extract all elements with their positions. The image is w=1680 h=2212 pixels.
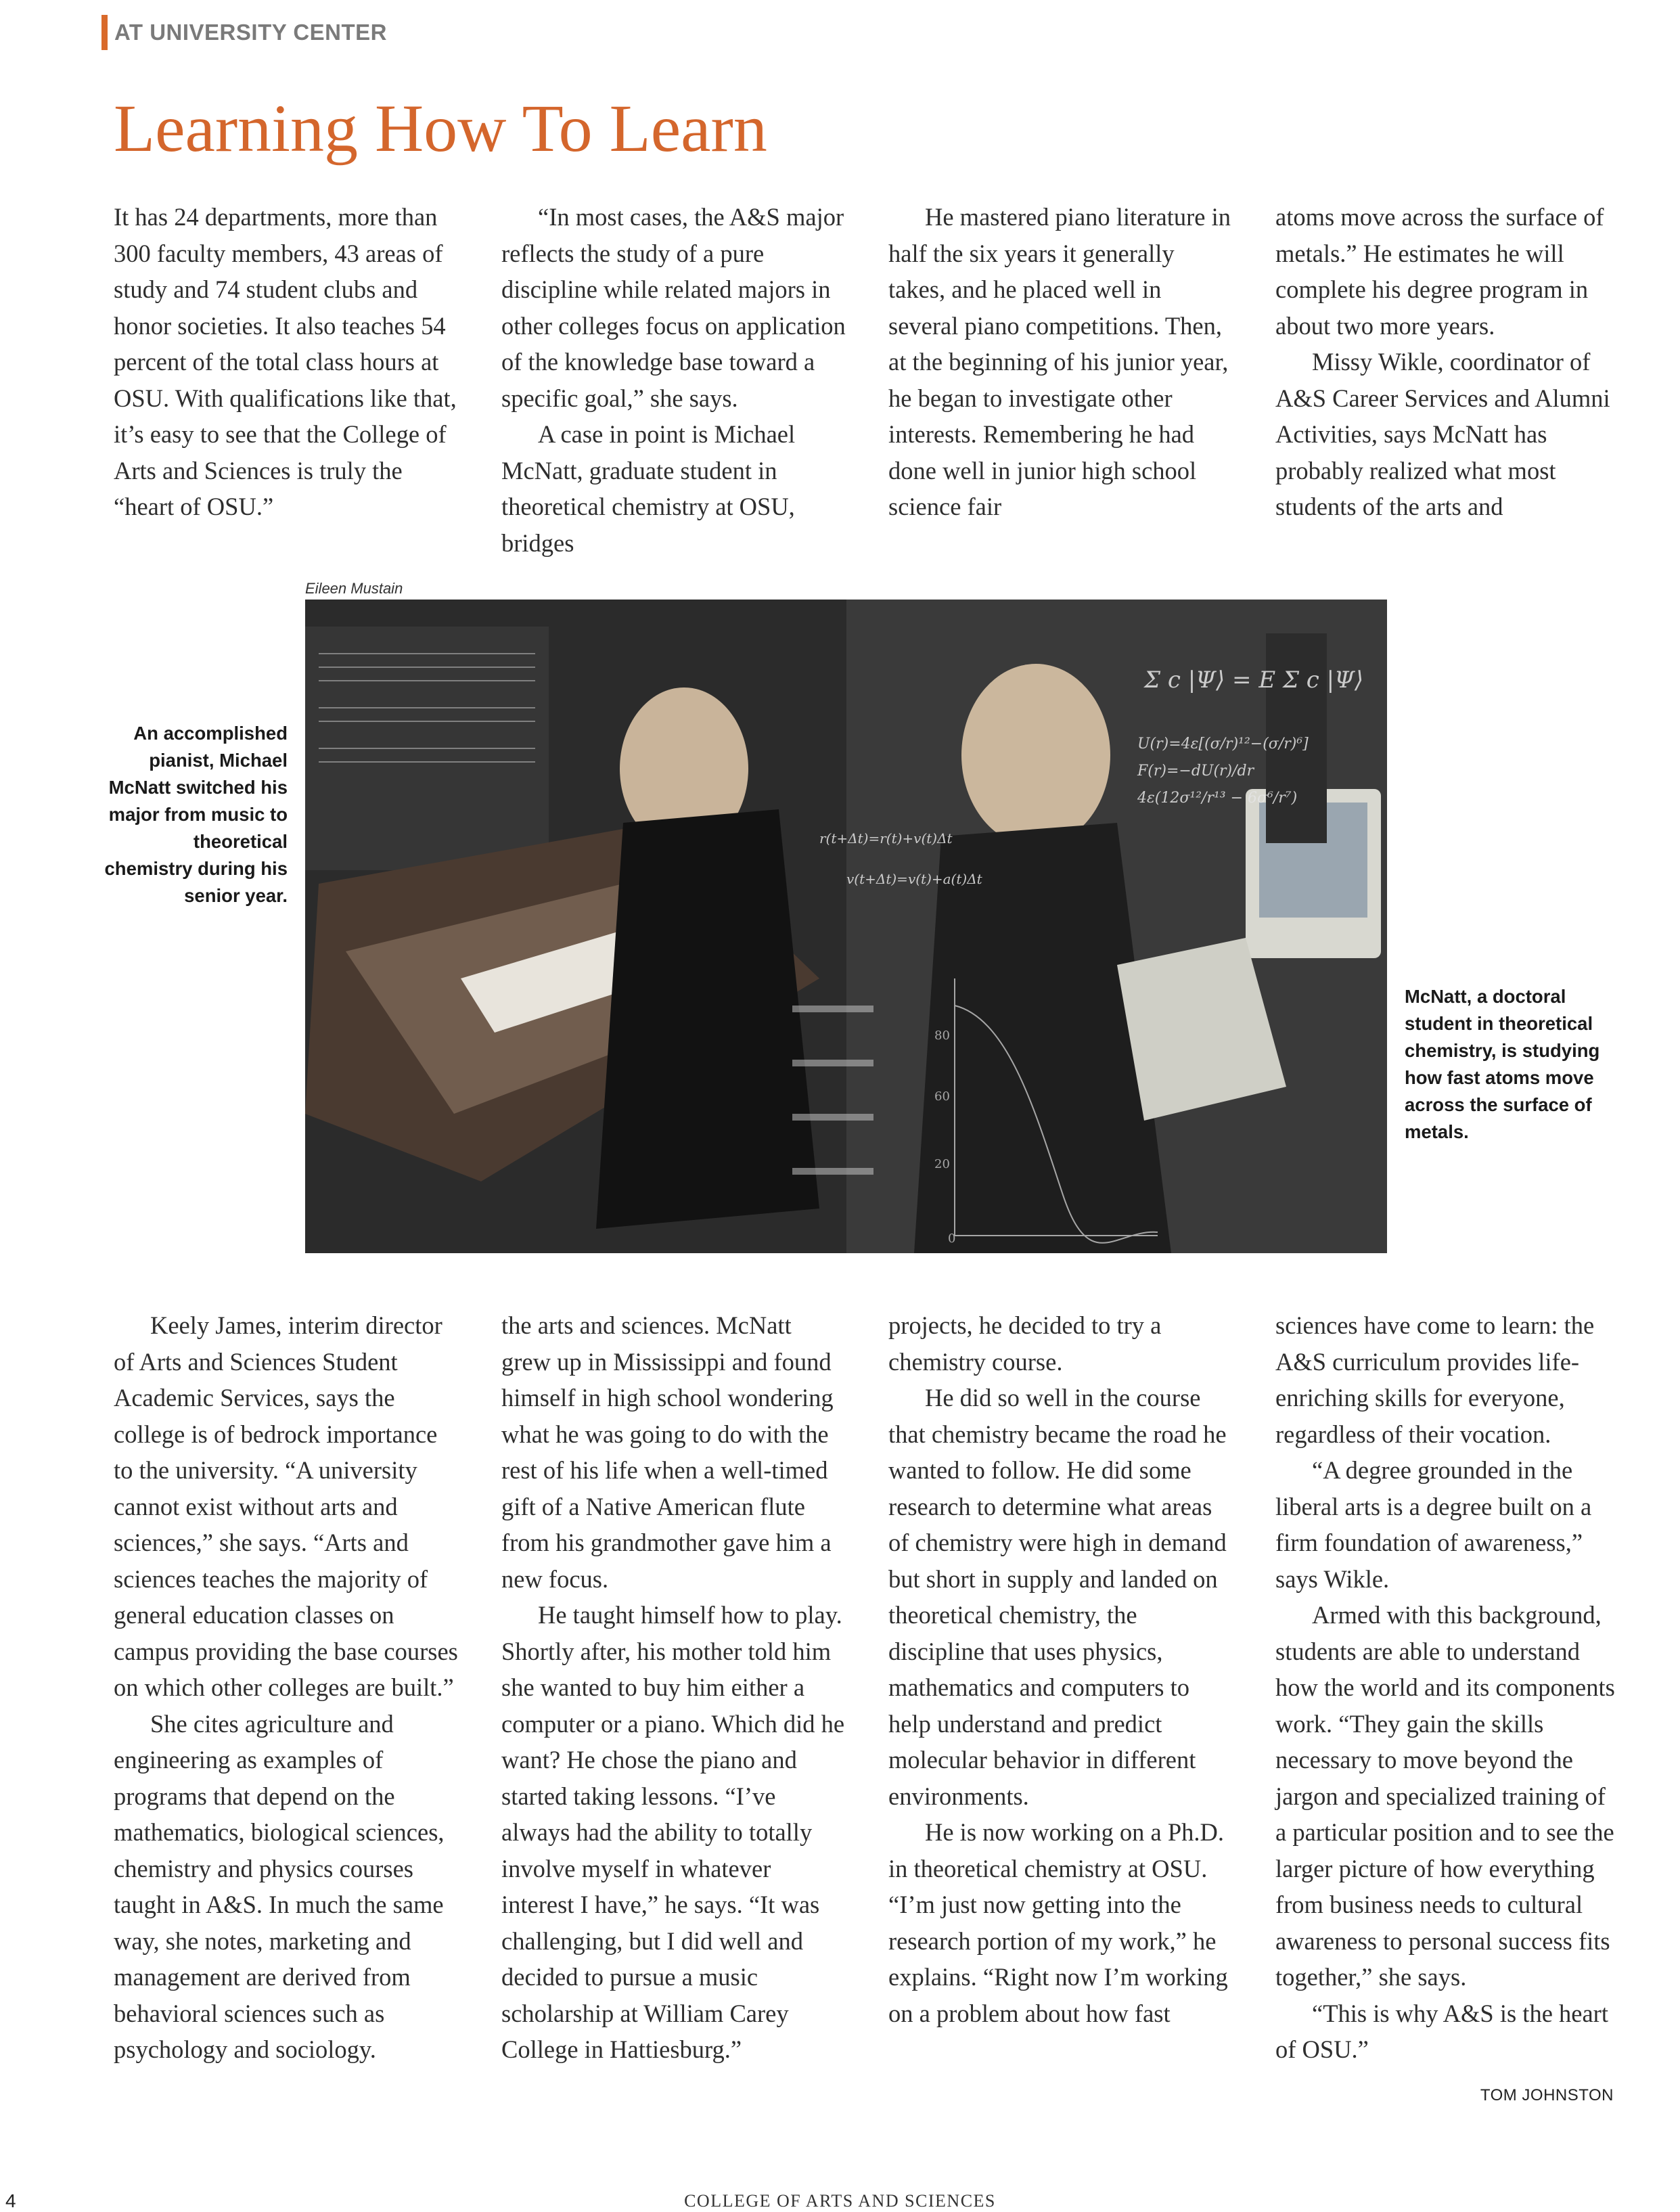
section-tag <box>101 14 387 51</box>
article-paragraph: Missy Wikle, coordinator of A&S Career Services and Alumni Activities, says McNatt has probably realized what most students of the arts and <box>1275 348 1610 520</box>
article-paragraph: He taught himself how to play. Shortly after, his mother told him she wanted to buy him either a computer or a piano. Which did he want? He chose the piano and started taking lessons. “I’ve always had the ability to totally involve myself in whatever interest I have,” he says. “It was challenging, but I did well and decided to pursue a music scholarship at William Carey College in Hattiesburg.” <box>501 1601 845 2063</box>
article-paragraph: atoms move across the surface of metals.” He estimates he will complete his degree program in about two more years. <box>1275 203 1604 340</box>
svg-text:F(r)=−dU(r)/dr: F(r)=−dU(r)/dr <box>1137 763 1254 780</box>
photo-illustration <box>305 600 1387 1253</box>
text-column <box>114 1307 459 2065</box>
text-column <box>501 1307 846 2065</box>
svg-text:60: 60 <box>934 1089 950 1104</box>
page-number: 4 <box>5 2190 16 2211</box>
photo-caption-left: An accomplished pianist, Michael McNatt switched his major from music to theoretical chemistry during his senior year. <box>104 723 288 906</box>
article-paragraph: A case in point is Michael McNatt, graduate student in theoretical chemistry at OSU, bridges <box>501 420 796 557</box>
article-paragraph: He mastered piano literature in half the six years it generally takes, and he placed well in several piano competitions. Then, at the beginning of his junior year, he began to investigate other interests. Remembering he had done well in junior high school science fair <box>888 203 1231 520</box>
article-paragraph: Armed with this background, students are able to understand how the world and its components work. “They gain the skills necessary to move beyond the jargon and specialized training of a particular position and to see the larger picture of how everything from business needs to cultural awareness to personal success fits together,” she says. <box>1275 1601 1615 1991</box>
article-paragraph: She cites agriculture and engineering as examples of programs that depend on the mathematics, biological sciences, chemistry and physics courses taught in A&S. In much the same way, she notes, marketing and management are derived from behavioral sciences such as psychology and sociology. <box>114 1709 445 2063</box>
svg-text:v(t+Δt)=v(t)+a(t)Δt: v(t+Δt)=v(t)+a(t)Δt <box>846 871 982 887</box>
svg-text:Σ c |Ψ⟩ = E Σ c |Ψ⟩: Σ c |Ψ⟩ = E Σ c |Ψ⟩ <box>1144 667 1364 694</box>
svg-text:80: 80 <box>934 1029 950 1043</box>
text-column <box>888 1307 1233 2065</box>
photo-credit: Eileen Mustain <box>305 580 403 597</box>
text-column <box>1275 199 1620 524</box>
section-accent-bar <box>101 15 108 50</box>
svg-text:4ε(12σ¹²/r¹³ − 6σ⁶/r⁷): 4ε(12σ¹²/r¹³ − 6σ⁶/r⁷) <box>1137 790 1298 807</box>
svg-text:20: 20 <box>934 1157 950 1171</box>
text-column <box>888 199 1233 524</box>
article-paragraph: He is now working on a Ph.D. in theoretical chemistry at OSU. “I’m just now getting into the research portion of my work,” he explains. “Right now I’m working on a problem about how fast <box>888 1818 1228 2027</box>
text-column <box>1275 1307 1620 2065</box>
svg-text:0: 0 <box>948 1232 956 1246</box>
article-paragraph: projects, he decided to try a chemistry course. <box>888 1311 1162 1376</box>
svg-text:r(t+Δt)=r(t)+v(t)Δt: r(t+Δt)=r(t)+v(t)Δt <box>819 830 953 847</box>
text-column <box>114 199 459 524</box>
section-label: AT UNIVERSITY CENTER <box>114 20 387 45</box>
svg-text:U(r)=4ε[(σ/r)¹²−(σ/r)⁶]: U(r)=4ε[(σ/r)¹²−(σ/r)⁶] <box>1137 736 1309 752</box>
article-paragraph: the arts and sciences. McNatt grew up in Mississippi and found himself in high school wondering what he was going to do with the rest of his life when a well-timed gift of a Native American flute from his grandmother gave him a new focus. <box>501 1311 834 1593</box>
text-column <box>501 199 846 557</box>
article-paragraph: “This is why A&S is the heart of OSU.” <box>1275 1999 1608 2063</box>
article-paragraph: It has 24 departments, more than 300 faculty members, 43 areas of study and 74 student clubs and honor societies. It also teaches 54 percent of the total class hours at OSU. With qualifications like that, it’s easy to see that the College of Arts and Sciences is truly the “heart of OSU.” <box>114 203 457 520</box>
publication-footer: COLLEGE OF ARTS AND SCIENCES <box>684 2191 996 2211</box>
article-photo <box>305 600 1387 1253</box>
author-byline: TOM JOHNSTON <box>1480 2086 1614 2104</box>
article-paragraph: sciences have come to learn: the A&S curriculum provides life-enriching skills for everyone, regardless of their vocation. <box>1275 1311 1595 1448</box>
article-headline: Learning How To Learn <box>114 91 767 166</box>
article-paragraph: “A degree grounded in the liberal arts is a degree built on a firm foundation of awareness,” says Wikle. <box>1275 1456 1592 1593</box>
article-paragraph: He did so well in the course that chemistry became the road he wanted to follow. He did some research to determine what areas of chemistry were high in demand but short in supply and landed on theoretical chemistry, the discipline that uses physics, mathematics and computers to help understand and predict molecular behavior in different environments. <box>888 1384 1227 1810</box>
photo-caption-right: McNatt, a doctoral student in theoretical chemistry, is studying how fast atoms move across the surface of metals. <box>1405 986 1600 1142</box>
article-paragraph: Keely James, interim director of Arts and Sciences Student Academic Services, says the college is of bedrock importance to the university. “A university cannot exist without arts and sciences,” she says. “Arts and sciences teaches the majority of general education classes on campus providing the base courses on which other colleges are built.” <box>114 1311 458 1701</box>
article-paragraph: “In most cases, the A&S major reflects the study of a pure discipline while related majors in other colleges focus on application of the knowledge base toward a specific goal,” she says. <box>501 203 846 412</box>
student-head <box>961 664 1110 847</box>
